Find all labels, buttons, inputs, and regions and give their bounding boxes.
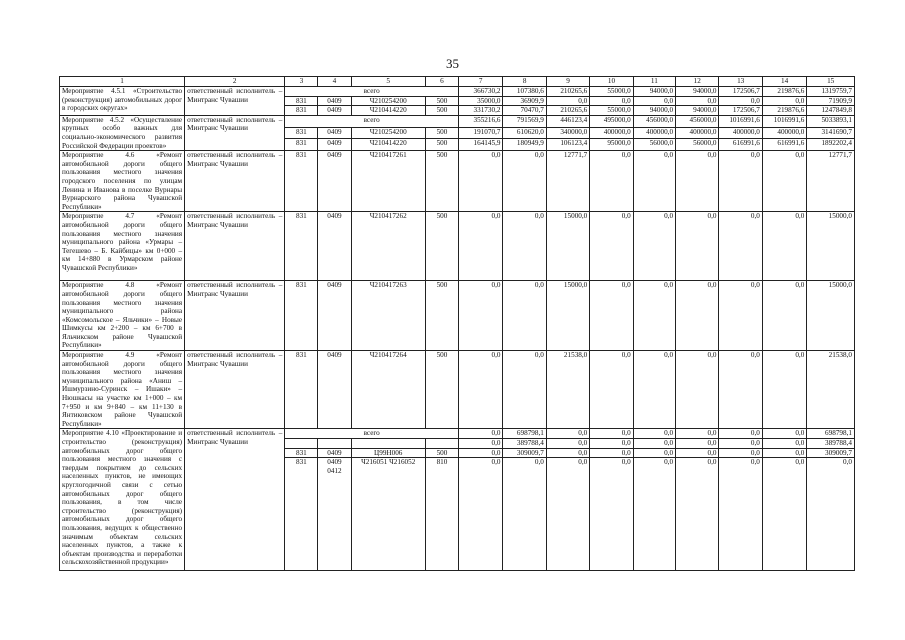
amount-cell: 1016991,6 bbox=[719, 115, 762, 127]
amount-cell: 0,0 bbox=[762, 458, 806, 571]
code-gr: 831 bbox=[285, 106, 318, 116]
amount-cell: 0,0 bbox=[676, 458, 719, 571]
amount-cell: 0,0 bbox=[719, 439, 762, 449]
amount-cell: 0,0 bbox=[676, 96, 719, 106]
total-label: всего bbox=[285, 429, 459, 439]
amount-cell: 95000,0 bbox=[590, 139, 633, 151]
amount-cell: 55000,0 bbox=[590, 87, 633, 97]
amount-cell: 94000,0 bbox=[633, 106, 675, 116]
column-number: 4 bbox=[318, 77, 351, 87]
amount-cell: 0,0 bbox=[459, 458, 503, 571]
code-vr: 810 bbox=[425, 458, 458, 571]
amount-cell: 446123,4 bbox=[546, 115, 589, 127]
code-vr: 500 bbox=[425, 127, 458, 139]
amount-cell: 0,0 bbox=[719, 96, 762, 106]
code-gr: 831 bbox=[285, 127, 318, 139]
amount-cell: 698798,1 bbox=[503, 429, 546, 439]
amount-cell: 21538,0 bbox=[546, 351, 589, 429]
amount-cell: 180949,9 bbox=[503, 139, 546, 151]
amount-cell: 0,0 bbox=[459, 212, 503, 281]
amount-cell: 495000,0 bbox=[590, 115, 633, 127]
code-gr: 831 bbox=[285, 151, 318, 212]
amount-cell: 0,0 bbox=[633, 351, 675, 429]
amount-cell: 389788,4 bbox=[807, 439, 855, 449]
table-row bbox=[60, 87, 855, 97]
amount-cell: 94000,0 bbox=[676, 106, 719, 116]
amount-cell: 12771,7 bbox=[546, 151, 589, 212]
amount-cell: 55000,0 bbox=[590, 106, 633, 116]
amount-cell: 0,0 bbox=[590, 151, 633, 212]
amount-cell: 0,0 bbox=[676, 281, 719, 351]
code-gr: 831 bbox=[285, 448, 318, 458]
code-vr: 500 bbox=[425, 351, 458, 429]
amount-cell: 12771,7 bbox=[807, 151, 855, 212]
amount-cell: 35000,0 bbox=[459, 96, 503, 106]
amount-cell: 355216,6 bbox=[459, 115, 503, 127]
amount-cell: 0,0 bbox=[633, 212, 675, 281]
table-row bbox=[60, 115, 855, 127]
amount-cell: 0,0 bbox=[546, 439, 589, 449]
amount-cell: 210265,6 bbox=[546, 106, 589, 116]
code-rz: 0409 bbox=[318, 106, 351, 116]
code-csr bbox=[351, 439, 425, 449]
amount-cell: 0,0 bbox=[762, 351, 806, 429]
responsible-executor: ответственный исполнитель – Минтранс Чувашии bbox=[185, 115, 285, 150]
column-number: 8 bbox=[503, 77, 546, 87]
amount-cell: 0,0 bbox=[676, 439, 719, 449]
code-vr: 500 bbox=[425, 448, 458, 458]
amount-cell: 0,0 bbox=[676, 212, 719, 281]
amount-cell: 0,0 bbox=[633, 439, 675, 449]
activity-description: Мероприятие 4.9 «Ремонт автомобильной дороги общего пользования местного значения муниципального района «Аниш – Ишмурзино-Суринск – Ишаки» – Нюшкасы на участке км 1+000 – км 7+950 и км 9+840 – км 11+130 в Янтиковском районе Чувашской Республики» bbox=[60, 351, 185, 429]
amount-cell: 5033893,1 bbox=[807, 115, 855, 127]
column-number: 14 bbox=[762, 77, 806, 87]
column-number: 10 bbox=[590, 77, 633, 87]
activity-description: Мероприятие 4.6 «Ремонт автомобильной дороги общего пользования местного значения городского поселения по улицам Ленина и Иванова в поселке Вурнары Вурнарского района Чувашской Республики» bbox=[60, 151, 185, 212]
amount-cell: 172506,7 bbox=[719, 87, 762, 97]
amount-cell: 456000,0 bbox=[633, 115, 675, 127]
amount-cell: 0,0 bbox=[719, 212, 762, 281]
code-vr: 500 bbox=[425, 139, 458, 151]
code-rz: 0409 bbox=[318, 151, 351, 212]
code-csr: Ч210254200 bbox=[351, 127, 425, 139]
amount-cell: 0,0 bbox=[590, 439, 633, 449]
amount-cell: 21538,0 bbox=[807, 351, 855, 429]
code-csr: Ч210414220 bbox=[351, 106, 425, 116]
amount-cell: 0,0 bbox=[590, 96, 633, 106]
code-gr: 831 bbox=[285, 139, 318, 151]
amount-cell: 94000,0 bbox=[676, 87, 719, 97]
amount-cell: 71909,9 bbox=[807, 96, 855, 106]
column-number: 12 bbox=[676, 77, 719, 87]
page-number: 35 bbox=[446, 56, 459, 71]
amount-cell: 0,0 bbox=[590, 458, 633, 571]
column-number: 7 bbox=[459, 77, 503, 87]
amount-cell: 0,0 bbox=[546, 458, 589, 571]
code-rz: 0409 bbox=[318, 281, 351, 351]
code-rz: 0409 bbox=[318, 351, 351, 429]
column-number: 2 bbox=[185, 77, 285, 87]
responsible-executor: ответственный исполнитель – Минтранс Чувашии bbox=[185, 351, 285, 429]
amount-cell: 0,0 bbox=[546, 429, 589, 439]
amount-cell: 791569,9 bbox=[503, 115, 546, 127]
amount-cell: 0,0 bbox=[676, 429, 719, 439]
amount-cell: 0,0 bbox=[503, 212, 546, 281]
amount-cell: 191070,7 bbox=[459, 127, 503, 139]
amount-cell: 219876,6 bbox=[762, 106, 806, 116]
activity-description: Мероприятие 4.5.2 «Осуществление крупных особо важных для социально-экономического развития Российской Федерации проектов» bbox=[60, 115, 185, 150]
code-gr: 831 bbox=[285, 458, 318, 571]
table-row bbox=[60, 212, 855, 281]
amount-cell: 15000,0 bbox=[807, 281, 855, 351]
amount-cell: 0,0 bbox=[762, 96, 806, 106]
amount-cell: 0,0 bbox=[719, 151, 762, 212]
responsible-executor: ответственный исполнитель – Минтранс Чувашии bbox=[185, 87, 285, 116]
amount-cell: 400000,0 bbox=[633, 127, 675, 139]
code-csr: Ч210417264 bbox=[351, 351, 425, 429]
code-rz: 0409 bbox=[318, 448, 351, 458]
code-vr: 500 bbox=[425, 151, 458, 212]
amount-cell: 0,0 bbox=[719, 351, 762, 429]
amount-cell: 0,0 bbox=[459, 448, 503, 458]
amount-cell: 309009,7 bbox=[503, 448, 546, 458]
amount-cell: 0,0 bbox=[762, 212, 806, 281]
amount-cell: 456000,0 bbox=[676, 115, 719, 127]
column-number: 5 bbox=[351, 77, 425, 87]
code-csr: Ч216051 Ч216052 bbox=[351, 458, 425, 571]
code-vr bbox=[425, 439, 458, 449]
code-gr: 831 bbox=[285, 212, 318, 281]
column-number: 11 bbox=[633, 77, 675, 87]
code-gr bbox=[285, 439, 318, 449]
column-number: 6 bbox=[425, 77, 458, 87]
amount-cell: 0,0 bbox=[719, 448, 762, 458]
column-number: 3 bbox=[285, 77, 318, 87]
amount-cell: 0,0 bbox=[762, 281, 806, 351]
amount-cell: 0,0 bbox=[633, 281, 675, 351]
amount-cell: 0,0 bbox=[762, 429, 806, 439]
amount-cell: 0,0 bbox=[459, 281, 503, 351]
amount-cell: 0,0 bbox=[762, 448, 806, 458]
amount-cell: 610620,0 bbox=[503, 127, 546, 139]
amount-cell: 70470,7 bbox=[503, 106, 546, 116]
amount-cell: 0,0 bbox=[503, 151, 546, 212]
activity-description: Мероприятие 4.10 «Проектирование и строительство (реконструкция) автомобильных дорог общего пользования местного значения с твердым покрытием до сельских населенных пунктов, не имеющих круглогодичной связи с сетью автомобильных дорог общего пользования, в том числе строительство (реконструкция) автомобильных дорог общего пользования, ведущих к общественно значимым объектам сельских населенных пунктов, а также к объектам производства и переработки сельскохозяйственной продукции» bbox=[60, 429, 185, 571]
amount-cell: 0,0 bbox=[633, 151, 675, 212]
amount-cell: 698798,1 bbox=[807, 429, 855, 439]
amount-cell: 0,0 bbox=[503, 351, 546, 429]
code-vr: 500 bbox=[425, 281, 458, 351]
budget-table bbox=[59, 76, 855, 571]
code-csr: Ц99Н006 bbox=[351, 448, 425, 458]
amount-cell: 15000,0 bbox=[546, 281, 589, 351]
amount-cell: 0,0 bbox=[633, 448, 675, 458]
amount-cell: 0,0 bbox=[459, 151, 503, 212]
amount-cell: 0,0 bbox=[762, 151, 806, 212]
amount-cell: 56000,0 bbox=[633, 139, 675, 151]
amount-cell: 3141690,7 bbox=[807, 127, 855, 139]
amount-cell: 36909,9 bbox=[503, 96, 546, 106]
amount-cell: 340000,0 bbox=[546, 127, 589, 139]
code-gr: 831 bbox=[285, 281, 318, 351]
amount-cell: 0,0 bbox=[633, 429, 675, 439]
amount-cell: 0,0 bbox=[676, 448, 719, 458]
code-rz: 0409 bbox=[318, 96, 351, 106]
amount-cell: 106123,4 bbox=[546, 139, 589, 151]
code-rz: 0409 bbox=[318, 139, 351, 151]
table-row bbox=[60, 351, 855, 429]
amount-cell: 1892202,4 bbox=[807, 139, 855, 151]
amount-cell: 210265,6 bbox=[546, 87, 589, 97]
code-gr: 831 bbox=[285, 96, 318, 106]
amount-cell: 107380,6 bbox=[503, 87, 546, 97]
amount-cell: 0,0 bbox=[590, 429, 633, 439]
amount-cell: 331730,2 bbox=[459, 106, 503, 116]
amount-cell: 400000,0 bbox=[762, 127, 806, 139]
column-number: 15 bbox=[807, 77, 855, 87]
amount-cell: 0,0 bbox=[590, 281, 633, 351]
total-label: всего bbox=[285, 115, 459, 127]
amount-cell: 616991,6 bbox=[762, 139, 806, 151]
amount-cell: 0,0 bbox=[546, 448, 589, 458]
code-csr: Ч210254200 bbox=[351, 96, 425, 106]
amount-cell: 0,0 bbox=[590, 448, 633, 458]
activity-description: Мероприятие 4.5.1 «Строительство (реконструкция) автомобильных дорог в городских округах» bbox=[60, 87, 185, 116]
amount-cell: 366730,2 bbox=[459, 87, 503, 97]
amount-cell: 1016991,6 bbox=[762, 115, 806, 127]
column-number-row bbox=[60, 77, 855, 87]
amount-cell: 0,0 bbox=[719, 458, 762, 571]
activity-description: Мероприятие 4.7 «Ремонт автомобильной дороги общего пользования местного значения муниципального района «Урмары – Тегешево – Б. Кайбицы» км 0+000 – км 14+880 в Урмарском районе Чувашской Республики» bbox=[60, 212, 185, 281]
column-number: 1 bbox=[60, 77, 185, 87]
amount-cell: 0,0 bbox=[676, 351, 719, 429]
code-rz bbox=[318, 439, 351, 449]
amount-cell: 400000,0 bbox=[719, 127, 762, 139]
amount-cell: 15000,0 bbox=[807, 212, 855, 281]
code-csr: Ч210417263 bbox=[351, 281, 425, 351]
code-csr: Ч210417261 bbox=[351, 151, 425, 212]
code-rz: 0409 bbox=[318, 127, 351, 139]
amount-cell: 164145,9 bbox=[459, 139, 503, 151]
amount-cell: 0,0 bbox=[503, 458, 546, 571]
responsible-executor: ответственный исполнитель – Минтранс Чувашии bbox=[185, 429, 285, 571]
amount-cell: 0,0 bbox=[719, 429, 762, 439]
amount-cell: 0,0 bbox=[590, 351, 633, 429]
amount-cell: 56000,0 bbox=[676, 139, 719, 151]
code-rz: 0409 0412 bbox=[318, 458, 351, 571]
amount-cell: 1247849,8 bbox=[807, 106, 855, 116]
amount-cell: 0,0 bbox=[762, 439, 806, 449]
code-vr: 500 bbox=[425, 106, 458, 116]
amount-cell: 0,0 bbox=[590, 212, 633, 281]
amount-cell: 309009,7 bbox=[807, 448, 855, 458]
code-vr: 500 bbox=[425, 212, 458, 281]
amount-cell: 15000,0 bbox=[546, 212, 589, 281]
responsible-executor: ответственный исполнитель – Минтранс Чувашии bbox=[185, 212, 285, 281]
amount-cell: 1319759,7 bbox=[807, 87, 855, 97]
amount-cell: 219876,6 bbox=[762, 87, 806, 97]
responsible-executor: ответственный исполнитель – Минтранс Чувашии bbox=[185, 151, 285, 212]
amount-cell: 0,0 bbox=[719, 281, 762, 351]
amount-cell: 0,0 bbox=[633, 96, 675, 106]
amount-cell: 0,0 bbox=[676, 151, 719, 212]
amount-cell: 400000,0 bbox=[590, 127, 633, 139]
code-rz: 0409 bbox=[318, 212, 351, 281]
amount-cell: 94000,0 bbox=[633, 87, 675, 97]
amount-cell: 0,0 bbox=[503, 281, 546, 351]
amount-cell: 389788,4 bbox=[503, 439, 546, 449]
amount-cell: 0,0 bbox=[807, 458, 855, 571]
code-csr: Ч210417262 bbox=[351, 212, 425, 281]
amount-cell: 400000,0 bbox=[676, 127, 719, 139]
activity-description: Мероприятие 4.8 «Ремонт автомобильной дороги общего пользования местного значения муниципального района «Комсомольское – Яльчики» – Новые Шимкусы км 2+200 – км 6+700 в Яльчикском районе Чувашской Республики» bbox=[60, 281, 185, 351]
column-number: 9 bbox=[546, 77, 589, 87]
code-gr: 831 bbox=[285, 351, 318, 429]
amount-cell: 0,0 bbox=[546, 96, 589, 106]
table-row bbox=[60, 151, 855, 212]
code-csr: Ч210414220 bbox=[351, 139, 425, 151]
table-row bbox=[60, 281, 855, 351]
column-number: 13 bbox=[719, 77, 762, 87]
table-row bbox=[60, 429, 855, 439]
amount-cell: 0,0 bbox=[459, 351, 503, 429]
amount-cell: 172506,7 bbox=[719, 106, 762, 116]
responsible-executor: ответственный исполнитель – Минтранс Чувашии bbox=[185, 281, 285, 351]
amount-cell: 0,0 bbox=[633, 458, 675, 571]
total-label: всего bbox=[285, 87, 459, 97]
amount-cell: 0,0 bbox=[459, 439, 503, 449]
amount-cell: 616991,6 bbox=[719, 139, 762, 151]
amount-cell: 0,0 bbox=[459, 429, 503, 439]
code-vr: 500 bbox=[425, 96, 458, 106]
